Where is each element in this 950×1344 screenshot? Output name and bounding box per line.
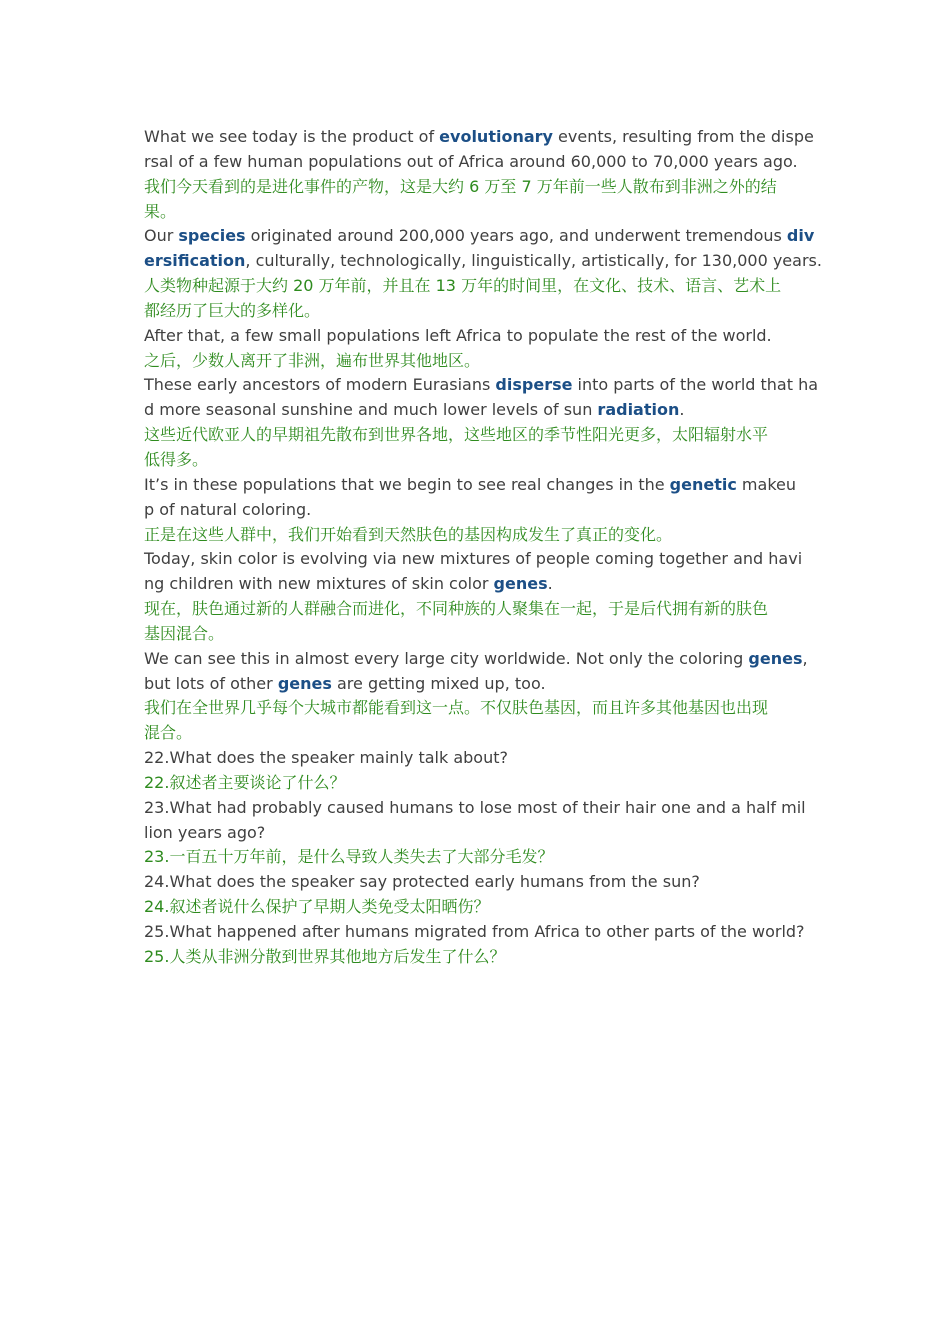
chinese-line <box>144 622 810 647</box>
keyword: div <box>786 226 815 246</box>
text-segment: After that, a few small populations left Africa to populate the rest of the world. <box>144 325 772 345</box>
text-segment: 22.叙述者主要谈论了什么？ <box>144 772 346 792</box>
text-segment: . <box>679 400 685 420</box>
english-line <box>144 920 810 945</box>
text-segment: are getting mixed up, too. <box>331 673 546 693</box>
text-segment: into parts of the world that ha <box>572 375 819 395</box>
text-segment: lion years ago? <box>144 822 266 842</box>
english-line <box>144 324 810 349</box>
text-segment: 人类物种起源于大约 20 万年前，并且在 13 万年的时间里，在文化、技术、语言、艺术上 <box>144 276 782 296</box>
english-line <box>144 473 810 498</box>
chinese-line <box>144 895 810 920</box>
text-segment: 现在，肤色通过新的人群融合而进化，不同种族的人聚集在一起，于是后代拥有新的肤色 <box>144 599 769 619</box>
chinese-line <box>144 721 810 746</box>
text-segment: 25.人类从非洲分散到世界其他地方后发生了什么？ <box>144 946 506 966</box>
chinese-line <box>144 175 810 200</box>
text-segment: rsal of a few human populations out of Africa around 60,000 to 70,000 years ago. <box>144 151 798 171</box>
english-line <box>144 821 810 846</box>
english-line <box>144 647 810 672</box>
text-segment: 25.What happened after humans migrated from Africa to other parts of the world? <box>144 922 805 941</box>
chinese-line <box>144 945 810 970</box>
text-segment: 基因混合。 <box>144 623 225 643</box>
english-line <box>144 498 810 523</box>
chinese-line <box>144 523 810 548</box>
chinese-line <box>144 597 810 622</box>
text-segment: 24.叙述者说什么保护了早期人类免受太阳晒伤？ <box>144 897 490 917</box>
text-segment: 低得多。 <box>144 449 209 469</box>
chinese-line <box>144 274 810 299</box>
english-line <box>144 746 810 771</box>
text-segment: makeu <box>736 474 796 494</box>
text-segment: 这些近代欧亚人的早期祖先散布到世界各地，这些地区的季节性阳光更多，太阳辐射水平 <box>144 425 769 445</box>
english-line <box>144 547 810 572</box>
text-segment: 23.一百五十万年前，是什么导致人类失去了大部分毛发？ <box>144 847 554 867</box>
text-segment: Today, skin color is evolving via new mixtures of people coming together and havi <box>144 549 803 569</box>
chinese-line <box>144 200 810 225</box>
text-segment: 正是在这些人群中，我们开始看到天然肤色的基因构成发生了真正的变化。 <box>144 524 673 544</box>
text-segment: originated around 200,000 years ago, and underwent tremendous <box>245 226 787 246</box>
english-line <box>144 572 810 597</box>
keyword: genes <box>748 648 803 668</box>
keyword: disperse <box>495 375 573 395</box>
chinese-line <box>144 349 810 374</box>
english-line <box>144 796 810 821</box>
english-line <box>144 249 822 274</box>
chinese-line <box>144 448 810 473</box>
text-segment: ng children with new mixtures of skin color <box>144 574 494 594</box>
english-line <box>144 224 815 249</box>
text-segment: What we see today is the product of <box>144 127 440 146</box>
english-line <box>144 398 810 423</box>
chinese-line <box>144 771 810 796</box>
keyword: genes <box>277 673 332 693</box>
text-segment: Our <box>144 226 179 246</box>
text-segment: , <box>802 648 808 668</box>
text-segment: These early ancestors of modern Eurasians <box>144 375 496 395</box>
text-segment: 混合。 <box>144 723 193 743</box>
keyword: radiation <box>597 400 680 420</box>
english-line <box>144 150 810 175</box>
text-segment: 24.What does the speaker say protected early humans from the sun? <box>144 872 700 892</box>
keyword: evolutionary <box>439 127 553 146</box>
chinese-line <box>144 845 810 870</box>
text-segment: p of natural coloring. <box>144 499 312 519</box>
text-segment: but lots of other <box>144 673 278 693</box>
text-segment: 22.What does the speaker mainly talk about? <box>144 748 508 768</box>
english-line <box>144 870 810 895</box>
keyword: ersification <box>144 251 246 271</box>
text-segment: , culturally, technologically, linguistically, artistically, for 130,000 years. <box>245 251 822 271</box>
text-segment: 都经历了巨大的多样化。 <box>144 300 321 320</box>
keyword: genetic <box>669 474 737 494</box>
text-segment: 我们今天看到的是进化事件的产物，这是大约 6 万至 7 万年前一些人散布到非洲之外的结 <box>144 176 777 196</box>
chinese-line <box>144 299 810 324</box>
text-segment: It’s in these populations that we begin to see real changes in the <box>144 474 670 494</box>
text-segment: . <box>547 574 553 594</box>
text-segment: 23.What had probably caused humans to lose most of their hair one and a half mil <box>144 797 806 817</box>
text-segment: 果。 <box>144 201 177 221</box>
english-line <box>144 672 810 697</box>
text-segment: events, resulting from the dispe <box>552 127 814 146</box>
text-segment: 我们在全世界几乎每个大城市都能看到这一点。不仅肤色基因，而且许多其他基因也出现 <box>144 698 769 718</box>
keyword: genes <box>493 574 548 594</box>
text-segment: We can see this in almost every large city worldwide. Not only the coloring <box>144 648 749 668</box>
transcript-body <box>144 125 822 970</box>
keyword: species <box>178 226 246 246</box>
text-segment: 之后，少数人离开了非洲，遍布世界其他地区。 <box>144 350 481 370</box>
english-line <box>144 125 814 150</box>
chinese-line <box>144 423 810 448</box>
text-segment: d more seasonal sunshine and much lower levels of sun <box>144 400 598 420</box>
chinese-line <box>144 696 810 721</box>
english-line <box>144 373 819 398</box>
